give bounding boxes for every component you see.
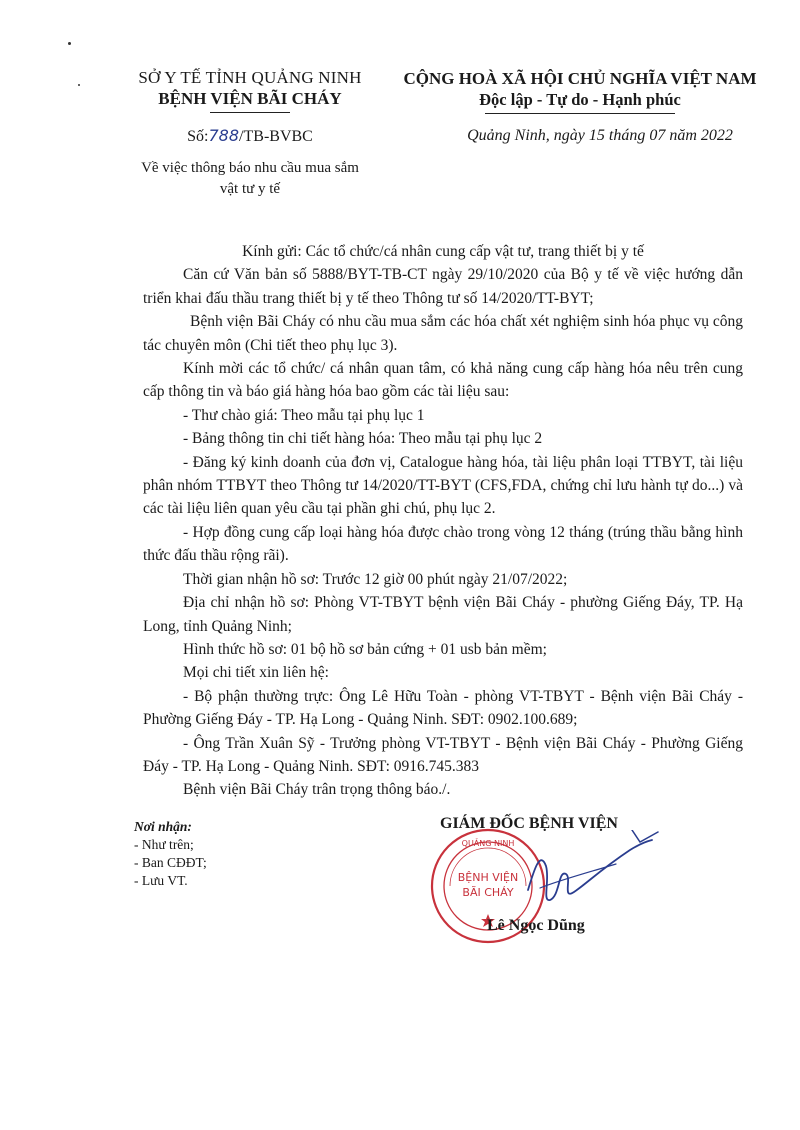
agency-underline <box>210 112 290 113</box>
stamp-text-1: BỆNH VIỆN <box>457 871 519 884</box>
doc-number-prefix: Số: <box>187 128 209 145</box>
stamp-ring-text: QUẢNG NINH <box>461 839 515 848</box>
recipient-item: - Lưu VT. <box>134 873 188 888</box>
signatory-title: GIÁM ĐỐC BỆNH VIỆN <box>440 815 618 832</box>
contact-person-2: - Ông Trần Xuân Sỹ - Trưởng phòng VT-TBYT - Bệnh viện Bãi Cháy - Phường Giếng Đáy - TP. Hạ Long - Quảng Ninh. SĐT: 0916.745.383 <box>143 734 743 775</box>
submission-address: Địa chỉ nhận hồ sơ: Phòng VT-TBYT bệnh viện Bãi Cháy - phường Giếng Đáy, TP. Hạ Long, tỉnh Quảng Ninh; <box>143 594 743 635</box>
recipients-block <box>134 818 207 890</box>
document-subject <box>120 158 380 200</box>
national-title: CỘNG HOÀ XÃ HỘI CHỦ NGHĨA VIỆT NAM <box>403 69 757 88</box>
greeting: Kính gửi: Các tổ chức/cá nhân cung cấp vật tư, trang thiết bị y tế <box>242 243 644 260</box>
motto-underline <box>485 113 675 114</box>
handwritten-signature <box>520 830 660 920</box>
recipient-item: - Như trên; <box>134 837 194 852</box>
paragraph-invitation: Kính mời các tổ chức/ cá nhân quan tâm, có khả năng cung cấp hàng hóa nêu trên cung cấp thông tin và báo giá hàng hóa bao gồm các tài liệu sau: <box>143 360 743 401</box>
submission-format: Hình thức hồ sơ: 01 bộ hồ sơ bản cứng + 01 usb bản mềm; <box>183 640 547 658</box>
contact-person-1: - Bộ phận thường trực: Ông Lê Hữu Toàn - phòng VT-TBYT - Bệnh viện Bãi Cháy - Phường Giếng Đáy - TP. Hạ Long - Quảng Ninh. SĐT: 0902.100.689; <box>143 687 743 729</box>
submission-time: Thời gian nhận hồ sơ: Trước 12 giờ 00 phút ngày 21/07/2022; <box>183 570 568 588</box>
bullet-quote-letter: - Thư chào giá: Theo mẫu tại phụ lục 1 <box>183 406 425 424</box>
document-body <box>143 240 743 802</box>
contact-intro: Mọi chi tiết xin liên hệ: <box>183 664 329 682</box>
signatory-name: Lê Ngọc Dũng <box>487 917 585 934</box>
document-number <box>120 126 380 146</box>
subject-line-1: Về việc thông báo nhu cầu mua sắm <box>141 160 359 176</box>
document-date: Quảng Ninh, ngày 15 tháng 07 năm 2022 <box>467 127 733 144</box>
scan-speck <box>68 42 71 45</box>
subject-line-2: vật tư y tế <box>219 181 281 197</box>
paragraph-need: Bệnh viện Bãi Cháy có nhu cầu mua sắm các hóa chất xét nghiệm sinh hóa phục vụ công tác chuyên môn (Chi tiết theo phụ lục 3). <box>143 313 743 354</box>
doc-number-suffix: /TB-BVBC <box>239 128 313 145</box>
recipient-item: - Ban CĐĐT; <box>134 855 207 870</box>
national-header <box>380 68 780 114</box>
stamp-text-2: BÃI CHÁY <box>462 886 514 899</box>
bullet-documents: - Đăng ký kinh doanh của đơn vị, Catalogue hàng hóa, tài liệu phân loại TTBYT, tài liệu phân nhóm TTBYT theo Thông tư 14/2020/TT-BYT (CFS,FDA, chứng chỉ lưu hành tự do...) và các tài liệu liên quan yêu cầu tại phần ghi chú, phụ lục 2. <box>143 453 743 518</box>
agency-name: BỆNH VIỆN BÃI CHÁY <box>158 89 342 108</box>
recipients-title: Nơi nhận: <box>134 819 192 834</box>
doc-number-handwritten: 788 <box>208 126 240 145</box>
bullet-contract: - Hợp đồng cung cấp loại hàng hóa được chào trong vòng 12 tháng (trúng thầu bằng hình thức đấu thầu rộng rãi). <box>143 523 743 565</box>
paragraph-legal-basis: Căn cứ Văn bản số 5888/BYT-TB-CT ngày 29/10/2020 của Bộ y tế về việc hướng dẫn triển khai đấu thầu trang thiết bị y tế theo Thông tư số 14/2020/TT-BYT; <box>143 266 743 307</box>
agency-header <box>120 68 380 113</box>
national-motto: Độc lập - Tự do - Hạnh phúc <box>479 90 681 109</box>
closing-statement: Bệnh viện Bãi Cháy trân trọng thông báo./. <box>183 781 451 799</box>
bullet-goods-info: - Bảng thông tin chi tiết hàng hóa: Theo mẫu tại phụ lục 2 <box>183 430 543 448</box>
scan-speck <box>78 84 80 86</box>
agency-parent: SỞ Y TẾ TỈNH QUẢNG NINH <box>138 68 362 87</box>
